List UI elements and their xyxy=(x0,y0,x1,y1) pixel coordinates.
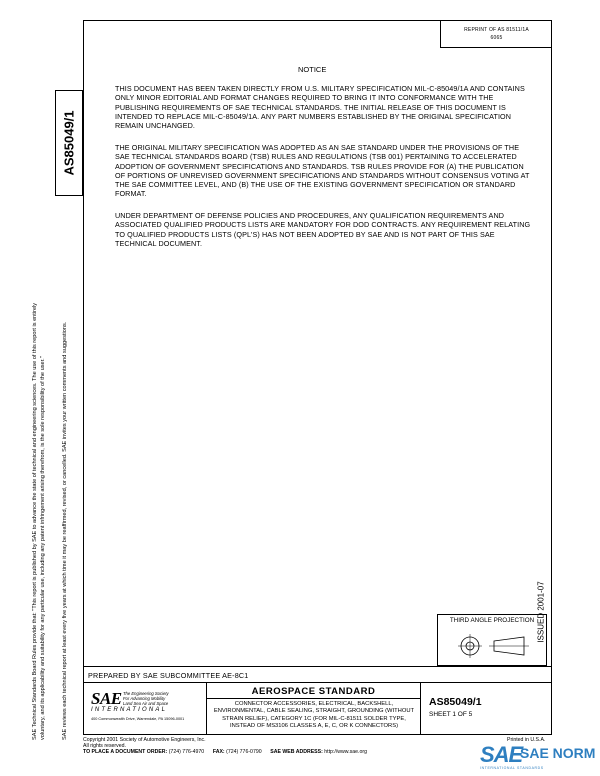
disclaimer-line-1: SAE Technical Standards Board Rules provide that: "This report is published by SAE to advance the state of technical and engineering sciences. The use of this report is entirely xyxy=(32,302,38,740)
sae-address: 400 Commonwealth Drive, Warrendale, PA 15096-0001 xyxy=(91,717,185,721)
web-label: SAE WEB ADDRESS: xyxy=(270,749,323,755)
copyright: Copyright 2001 Society of Automotive Engineers, Inc. xyxy=(83,737,206,743)
fax-label: FAX: xyxy=(212,749,225,755)
projection-label: THIRD ANGLE PROJECTION xyxy=(449,617,535,624)
standard-rule xyxy=(207,698,420,699)
number-cell xyxy=(421,683,551,735)
notice-paragraph-2: THE ORIGINAL MILITARY SPECIFICATION WAS ADOPTED AS AN SAE STANDARD UNDER THE PROVISIONS OF THE SAE TECHNICAL STANDARDS BOARD (TSB) RULES AND REGULATIONS (TSB 001) PERTAINING TO ACCELERATED ADOPTION OF GOVERNMENT SPECIFICATIONS AND STANDARDS. TSB RULES PROVIDE FOR (A) THE PUBLICATION OF PORTIONS OF UNREVISED GOVERNMENT SPECIFICATIONS AND STANDARDS WITHOUT CONSENSUS VOTING AT THE SAE COMMITTEE LEVEL, AND (B) THE USE OF THE EXISTING GOVERNMENT SPECIFICATION OR STANDARD FORMAT. xyxy=(115,143,530,199)
sae-norm-watermark xyxy=(480,742,598,774)
sae-international: INTERNATIONAL xyxy=(91,707,168,713)
order-label: TO PLACE A DOCUMENT ORDER: xyxy=(83,749,168,755)
revision-box-line-2: 6065 xyxy=(490,35,503,41)
printed-in: Printed in U.S.A. xyxy=(507,737,546,743)
order-line xyxy=(83,749,367,755)
sae-logo: SAE xyxy=(91,689,122,708)
projection-box xyxy=(437,614,547,666)
notice-paragraph-3: UNDER DEPARTMENT OF DEFENSE POLICIES AND PROCEDURES, ANY QUALIFICATION REQUIREMENTS AND ASSOCIATED QUALIFIED PRODUCTS LISTS ARE MANDATORY FOR DOD CONTRACTS. ANY REQUIREMENT RELATING TO QUALIFIED PRODUCTS LISTS (QPL'S) HAS NOT BEEN ADOPTED BY SAE AND IS NOT PART OF THIS SAE TECHNICAL DOCUMENT. xyxy=(115,211,531,248)
revision-box-line-1: REPRINT OF AS 81511/1A xyxy=(464,27,529,33)
sae-logo-cell xyxy=(83,683,207,735)
tagline-line-3: Land Sea Air and Space xyxy=(123,701,169,706)
issued-date: ISSUED 2001-07 xyxy=(536,581,546,643)
notice-paragraph-1: THIS DOCUMENT HAS BEEN TAKEN DIRECTLY FROM U.S. MILITARY SPECIFICATION MIL-C-85049/1A AND CONTAINS ONLY MINOR EDITORIAL AND FORMAT CHANGES REQUIRED TO BRING IT INTO CONFORMANCE WITH THE PUBLISHING REQUIREMENTS OF SAE TECHNICAL STANDARDS. THE INITIAL RELEASE OF THIS DOCUMENT IS INTENDED TO REPLACE MIL-C-85049/1A. ANY PART NUMBERS ESTABLISHED BY THE ORIGINAL SPECIFICATION REMAIN UNCHANGED. xyxy=(115,84,525,131)
title-block xyxy=(83,682,552,735)
revision-box xyxy=(440,20,552,48)
rights: All rights reserved. xyxy=(83,743,126,749)
third-angle-projection-icon xyxy=(456,629,532,663)
web-address-link[interactable]: http://www.sae.org xyxy=(324,749,367,755)
side-doc-id: AS85049/1 xyxy=(61,110,77,176)
fax-number: (724) 776-0790 xyxy=(226,749,262,755)
sae-norm-subtext: INTERNATIONAL STANDARDS xyxy=(480,766,544,770)
order-phone: (724) 776-4970 xyxy=(168,749,205,755)
sheet-number: SHEET 1 OF 5 xyxy=(429,711,473,718)
tagline-line-2: For Advancing Mobility xyxy=(123,696,166,701)
document-number: AS85049/1 xyxy=(429,696,482,708)
sae-logo-tagline xyxy=(123,691,169,706)
notice-title: NOTICE xyxy=(298,65,327,74)
standard-heading: AEROSPACE STANDARD xyxy=(251,686,376,697)
standard-cell xyxy=(207,683,421,735)
sae-norm-text: SAE NORM xyxy=(520,745,596,761)
disclaimer-line-3: SAE reviews each technical report at least every five years at which time it may be reaffirmed, revised, or cancelled. SAE invites your written comments and suggestions. xyxy=(62,321,68,740)
prepared-rule xyxy=(83,666,552,667)
standard-description: CONNECTOR ACCESSORIES, ELECTRICAL, BACKSHELL, ENVIRONMENTAL, CABLE SEALING, STRAIGHT, GROUNDING (WITHOUT STRAIN RELIEF), CATEGORY 1C (FOR MIL-C-81511 SOLDER TYPE, INSTEAD OF MS3106 CLASSES A, E, C, OR K CONNECTORS) xyxy=(213,701,415,730)
disclaimer-line-2: voluntary, and its applicability and suitability for any particular use, including any patent infringement arising therefrom, is the sole responsibility of the user." xyxy=(40,356,46,740)
prepared-by: PREPARED BY SAE SUBCOMMITTEE AE-8C1 xyxy=(88,671,249,680)
sae-norm-logo-icon: SAE xyxy=(480,742,523,767)
tagline-line-1: The Engineering Society xyxy=(123,691,169,696)
